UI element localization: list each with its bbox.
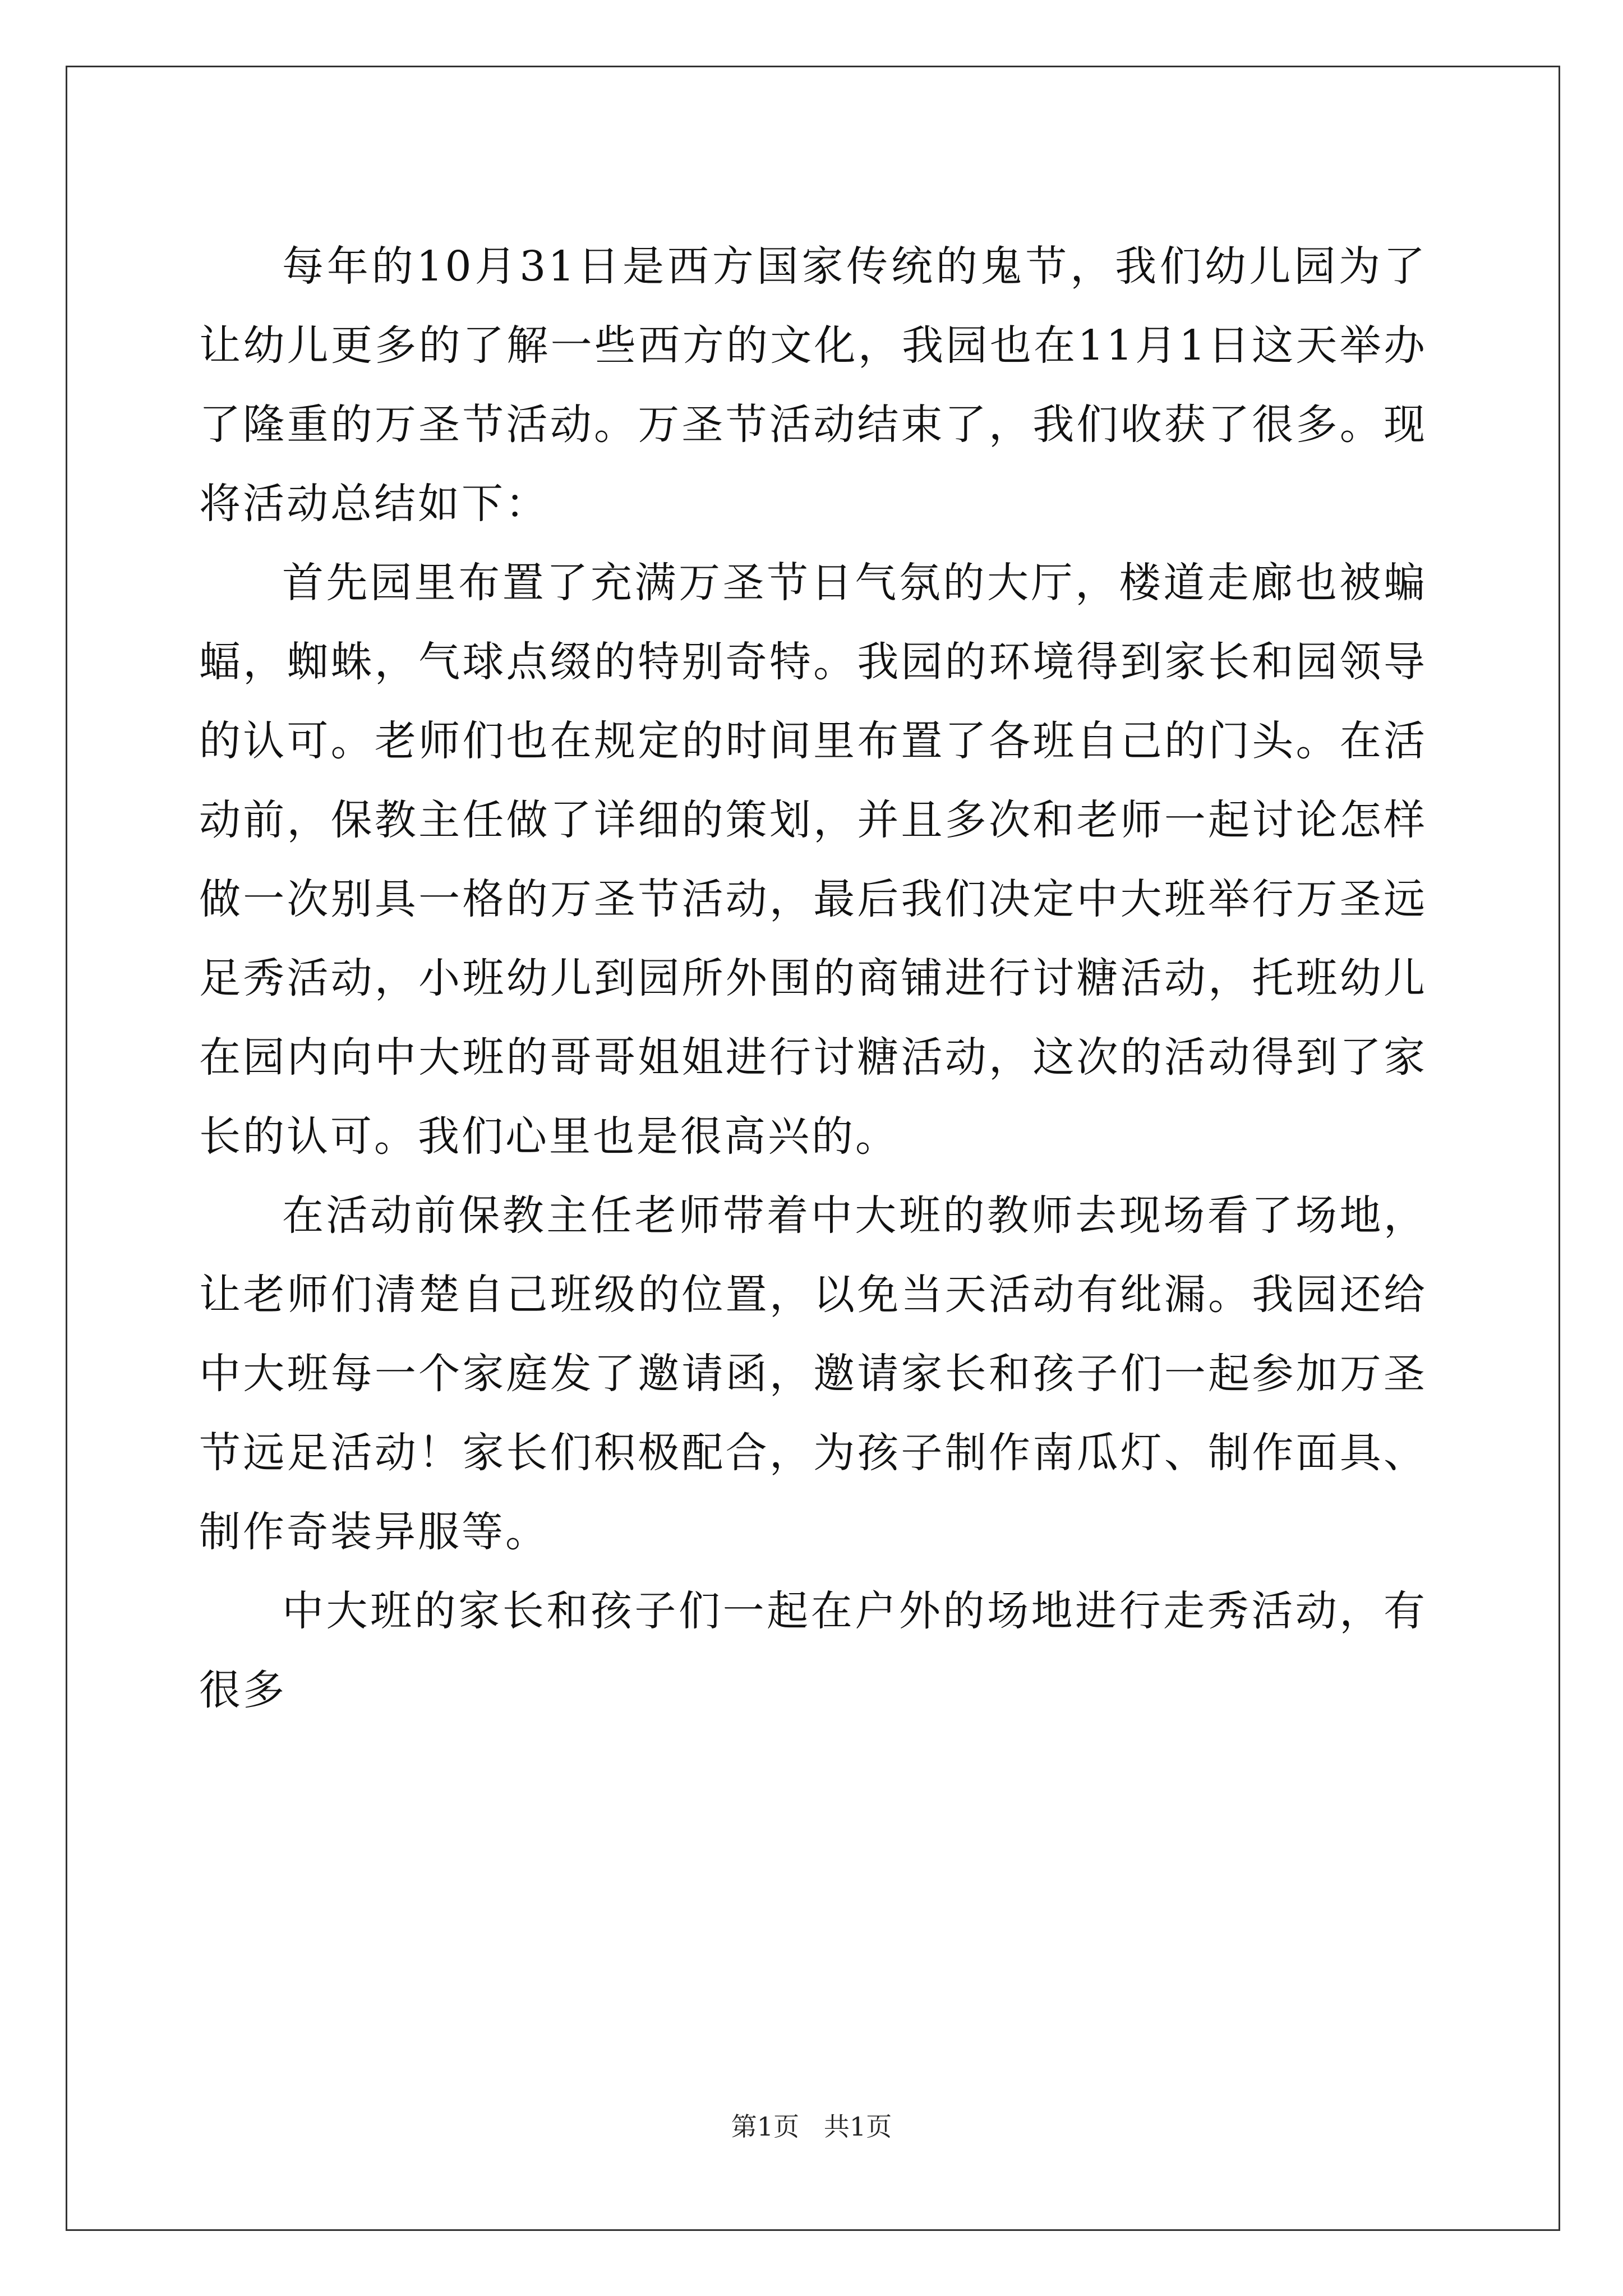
paragraph-1: 每年的10月31日是西方国家传统的鬼节，我们幼儿园为了让幼儿更多的了解一些西方的文化，我园也在11月1日这天举办了隆重的万圣节活动。万圣节活动结束了，我们收获了很多。现将活动总结如下： (199, 242, 1427, 528)
paragraph-4: 中大班的家长和孩子们一起在户外的场地进行走秀活动，有很多 (199, 1587, 1427, 1714)
paragraph-2: 首先园里布置了充满万圣节日气氛的大厅，楼道走廊也被蝙蝠，蜘蛛，气球点缀的特别奇特。我园的环境得到家长和园领导的认可。老师们也在规定的时间里布置了各班自己的门头。在活动前，保教主任做了详细的策划，并且多次和老师一起讨论怎样做一次别具一格的万圣节活动，最后我们决定中大班举行万圣远足秀活动，小班幼儿到园所外围的商铺进行讨糖活动，托班幼儿在园内向中大班的哥哥姐姐进行讨糖活动，这次的活动得到了家长的认可。我们心里也是很高兴的。 (199, 559, 1427, 1161)
page-number-footer: 第1页 共1页 (731, 2111, 892, 2142)
paragraph-3: 在活动前保教主任老师带着中大班的教师去现场看了场地，让老师们清楚自己班级的位置，以免当天活动有纰漏。我园还给中大班每一个家庭发了邀请函，邀请家长和孩子们一起参加万圣节远足活动！家长们积极配合，为孩子制作南瓜灯、制作面具、制作奇装异服等。 (199, 1191, 1427, 1556)
document-body (199, 227, 1427, 1730)
